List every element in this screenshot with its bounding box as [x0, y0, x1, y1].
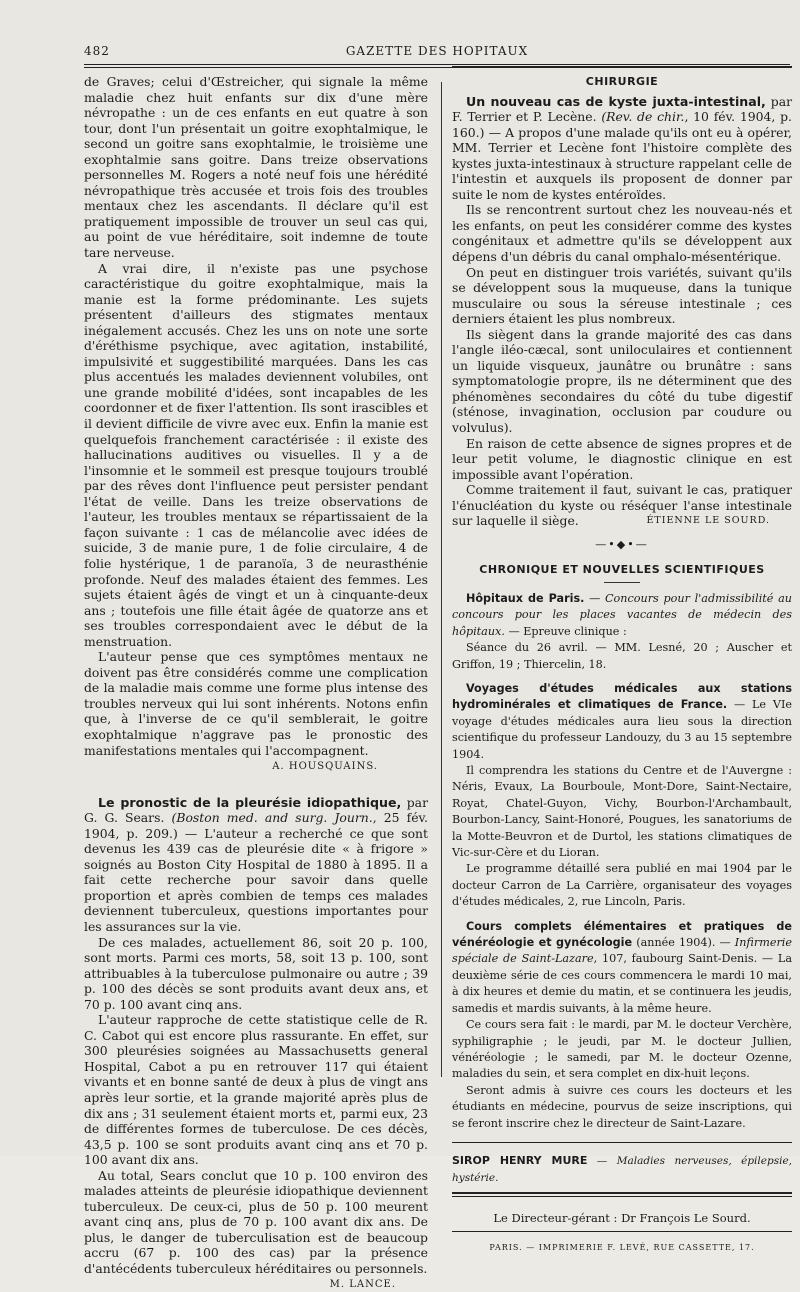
news-items	[452, 591, 792, 1132]
author-signature: ÉTIENNE LE SOURD.	[646, 515, 770, 527]
article-source: (Rev. de chir.	[601, 109, 685, 125]
article-title: Un nouveau cas de kyste juxta-intestinal,	[466, 93, 766, 109]
news-heading: Voyages d'études médicales aux stations hydrominérales et climatiques de France.	[452, 681, 792, 712]
short-rule	[604, 582, 640, 583]
page-number: 482	[84, 44, 110, 58]
paragraph: Le programme détaillé sera publié en mai 1904 par le docteur Carron de La Carrière, organisateur des voyages d'études médicales, 2, rue Lincoln, Paris.	[452, 862, 792, 909]
author-signature: M. LANCE.	[329, 1278, 396, 1290]
paragraph: Ils se rencontrent surtout chez les nouveau-nés et les enfants, on peut les considérer comme des kystes congénitaux et admettre qu'ils se développent aux dépens d'un débris du canal omphalo-mésentérique.	[452, 202, 792, 265]
director-line: Le Directeur-gérant : Dr François Le Sourd.	[493, 1211, 751, 1226]
paragraph: Comme traitement il faut, suivant le cas, pratiquer l'énucléation du kyste ou réséquer l'anse intestinale sur laquelle il siège. ÉTIENNE LE SOURD.	[452, 482, 792, 529]
news-item: Voyages d'études médicales aux stations hydrominérales et climatiques de France. — Le VIe voyage d'études médicales aura lieu sous la direction scientifique du professeur Landouzy, du 3 au 15 septembre 1904.	[452, 681, 792, 761]
section-heading: CHIRURGIE	[585, 75, 659, 88]
paragraph: En raison de cette absence de signes propres et de leur petit volume, le diagnostic clinique en est impossible avant l'opération.	[452, 435, 792, 482]
rule	[452, 1196, 792, 1197]
news-item: Cours complets élémentaires et pratiques de vénéréologie et gynécologie (année 1904). — Infirmerie spéciale de Saint-Lazare, 107, faubourg Saint-Denis. — La deuxième série de ces cours commencera le mardi 10 mai, à dix heures et demie du matin, et se continuera les jeudis, samedis et mardis suivants, à la même heure.	[452, 919, 792, 1015]
paragraph: L'auteur pense que ces symptômes mentaux ne doivent pas être considérés comme une complication de la maladie mais comme une forme plus intense des troubles nerveux qui lui sont inhérents. Notons enfin que, à l'inverse de ce qu'il semblerait, le goitre exophtalmique n'aggrave pas le pronostic des manifestations mentales qui l'accompagnent.	[84, 649, 428, 758]
page-header	[84, 44, 790, 62]
column-divider	[441, 82, 442, 1077]
author-signature: A. HOUSQUAINS.	[272, 761, 378, 773]
article-source: (Boston med. and surg. Journ.	[171, 810, 373, 826]
article-lead	[452, 94, 792, 203]
article-author: par G. G. Sears.	[84, 794, 428, 826]
news-heading: Cours complets élémentaires et pratiques de vénéréologie et gynécologie	[452, 919, 792, 950]
header-rule-top	[84, 64, 790, 65]
paragraph: A vrai dire, il n'existe pas une psychose caractéristique du goitre exophtalmique, mais la manie est la forme prédominante. Les sujets présentent d'ailleurs des stigmates mentaux inégalement accusés. Chez les uns on note une sorte d'éréthisme psychique, avec agitation, instabilité, impulsivité et suggestibilité marquées. Dans les cas plus accentués les malades deviennent volubiles, ont une grande mobilité d'idées, sont incapables de les coordonner et de fixer l'attention. Ils sont irascibles et il devient difficile de vivre avec eux. Enfin la manie est quelquefois franchement caractérisée : il existe des hallucinations auditives ou visuelles. Il y a de l'insomnie et le sommeil est presque toujours troublé par des rêves dont l'influence peut persister pendant l'état de veille. Dans les treize observations de l'auteur, les troubles mentaux se répartissaient de la façon suivante : 1 cas de mélancolie avec idées de suicide, 3 de manie pure, 1 de folie circulaire, 4 de folie hystérique, 1 de paranoïa, 3 de neurasthénie profonde. Neuf des malades étaient des femmes. Les sujets étaient âgés de vingt et un à cinquante-deux ans ; toutefois une fille était âgée de quatorze ans et ses troubles correspondaient avec le début de la menstruation.	[84, 260, 428, 649]
news-heading: Hôpitaux de Paris.	[466, 591, 585, 605]
article-lead	[84, 795, 428, 935]
paragraph: Ce cours sera fait : le mardi, par M. le docteur Verchère, syphiligraphie ; le jeudi, par M. le docteur Jullien, vénéréologie ; le samedi, par M. le docteur Ozenne, maladies du sein, et sera complet en dix-huit leçons.	[452, 1018, 792, 1081]
paragraph: Seront admis à suivre ces cours les docteurs et les étudiants en médecine, pourvus de seize inscriptions, qui se feront inscrire chez le directeur de Saint-Lazare.	[452, 1083, 792, 1130]
news-item: Hôpitaux de Paris. — Concours pour l'admissibilité au concours pour les places vacantes de médecin des hôpitaux. — Epreuve clinique :	[452, 591, 792, 638]
section-heading: CHRONIQUE ET NOUVELLES SCIENTIFIQUES	[479, 563, 765, 577]
printer-line: PARIS. — IMPRIMERIE F. LEVÉ, RUE CASSETTE, 17.	[489, 1242, 755, 1252]
right-column	[452, 74, 792, 1255]
rule	[452, 1142, 792, 1143]
rule	[452, 1192, 792, 1194]
article-text: , 10 fév. 1904, p. 160.) — A propos d'une malade qu'ils ont eu à opérer, MM. Terrier et Lecène font l'histoire complète des kystes juxta-intestinaux à structure rappelant celle de l'intestin et auxquels ils proposent de donner par suite le nom de kystes entéroïdes.	[452, 109, 792, 202]
article-title: Le pronostic de la pleurésie idiopathique,	[98, 794, 402, 810]
article-text: , 25 fév. 1904, p. 209.) — L'auteur a recherché ce que sont devenus les 439 cas de pleurésie dite « à frigore » soignés au Boston City Hospital de 1880 à 1895. Il a fait cette recherche pour savoir dans quelle proportion et après combien de temps ces malades deviennent tuberculeux, questions importantes pour les assurances sur la vie.	[84, 810, 428, 934]
ad-brand: SIROP HENRY MURE	[452, 1153, 588, 1167]
ornament-divider: —•◆•—	[595, 537, 649, 551]
left-column	[84, 74, 428, 1292]
paragraph: Ils siègent dans la grande majorité des cas dans l'angle iléo-cæcal, sont uniloculaires et contiennent un liquide visqueux, jaunâtre ou brunâtre : sans symptomatologie propre, ils ne déterminent que des phénomènes secondaires du côté du tube digestif (sténose, invagination, occlusion par coudure ou volvulus).	[452, 326, 792, 436]
paragraph: Séance du 26 avril. — MM. Lesné, 20 ; Auscher et Griffon, 19 ; Thiercelin, 18.	[452, 641, 792, 671]
rule	[452, 1231, 792, 1232]
paragraph: de Graves; celui d'Œstreicher, qui signale la même maladie chez huit enfants sur dix d'une mère névropathe : un de ces enfants en eut quatre à son tour, dont l'un présentait un goitre exophtalmique, le second un goitre sans exophtalmie, le troisième une exophtalmie sans goitre. Dans treize observations personnelles M. Rogers a noté neuf fois une hérédité névropathique très accusée et trois fois des troubles mentaux chez les ascendants. Il déclare qu'il est pratiquement impossible de trouver un seul cas qui, au point de vue héréditaire, soit indemne de toute tare nerveuse.	[84, 74, 428, 261]
paragraph: L'auteur rapproche de cette statistique celle de R. C. Cabot qui est encore plus rassurante. En effet, sur 300 pleurésies soignées au Massachusetts general Hospital, Cabot a pu en retrouver 117 qui étaient vivants et en bonne santé de deux à plus de vingt ans après leur sortie, et la grande majorité après plus de dix ans ; 31 seulement étaient morts et, parmi eux, 23 de différentes formes de tuberculose. De ces décès, 43,5 p. 100 se sont produits avant cinq ans et 70 p. 100 avant dix ans.	[84, 1012, 428, 1168]
paragraph: Au total, Sears conclut que 10 p. 100 environ des malades atteints de pleurésie idiopathique deviennent tuberculeux. De ceux-ci, plus de 50 p. 100 meurent avant cinq ans, plus de 70 p. 100 avant dix ans. De plus, le danger de tuberculisation est de beaucoup accru (67 p. 100 des cas) par la présence d'antécédents tuberculeux héréditaires ou personnels. M. LANCE.	[84, 1168, 428, 1277]
ad-text: — Maladies nerveuses, épilepsie, hystérie.	[452, 1154, 792, 1184]
advertisement	[452, 1153, 792, 1186]
journal-title: GAZETTE DES HOPITAUX	[345, 44, 529, 58]
article-author: par F. Terrier et P. Lecène.	[452, 93, 792, 125]
paragraph: De ces malades, actuellement 86, soit 20 p. 100, sont morts. Parmi ces morts, 58, soit 13 p. 100, sont attribuables à la tuberculose pulmonaire ou autre ; 39 p. 100 des décès se sont produits avant deux ans, et 70 p. 100 avant cinq ans.	[84, 934, 428, 1012]
section-rule	[452, 66, 792, 68]
paragraph: On peut en distinguer trois variétés, suivant qu'ils se développent sous la muqueuse, dans la tunique musculaire ou sous la séreuse intestinale ; ces derniers étaient les plus nombreux.	[452, 264, 792, 327]
paragraph: Il comprendra les stations du Centre et de l'Auvergne : Néris, Evaux, La Bourboule, Mont-Dore, Saint-Nectaire, Royat, Chatel-Guyon, Vichy, Bourbon-l'Archambault, Bourbon-Lancy, Saint-Honoré, Pougues, les sanatoriums de la Motte-Beuvron et de Durtol, les stations climatiques de Vic-sur-Cère et du Lioran.	[452, 764, 792, 860]
